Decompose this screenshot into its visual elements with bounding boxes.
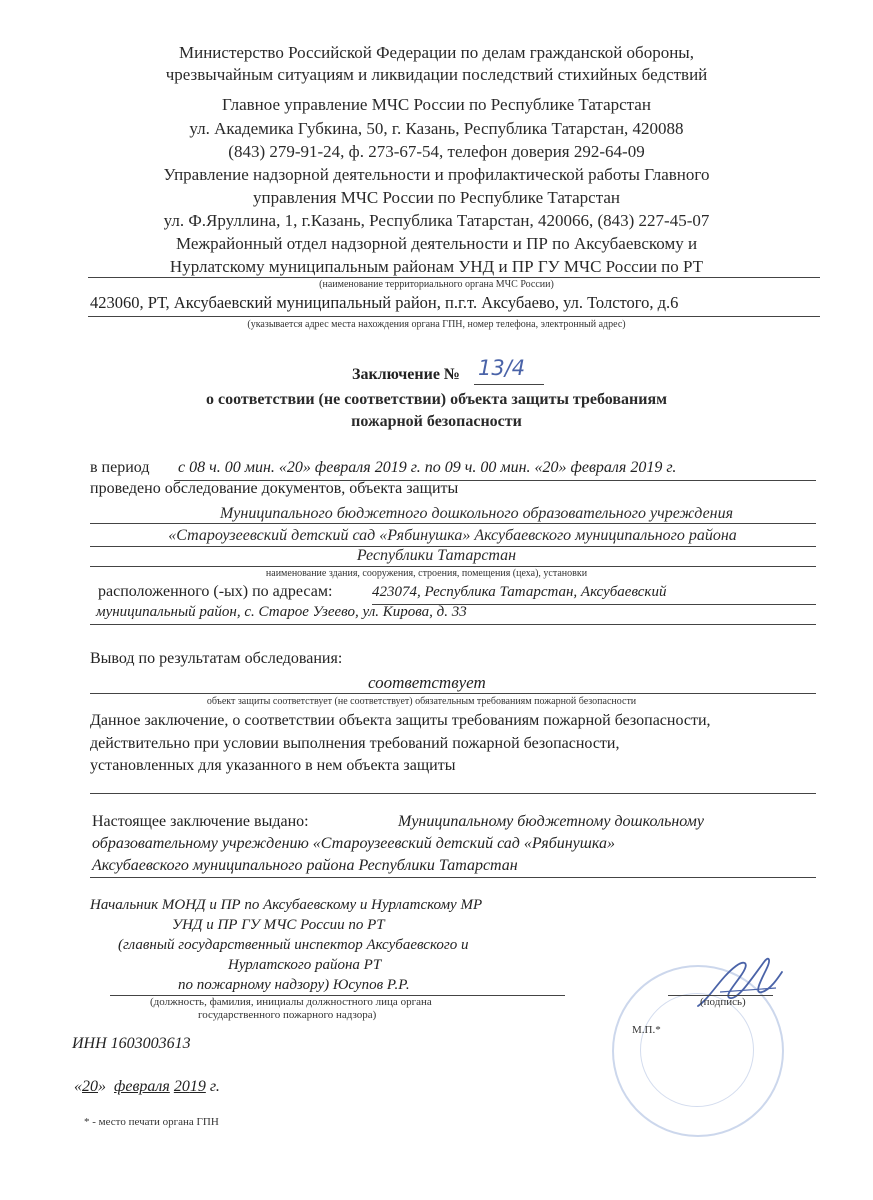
conclusion-text-line-2: действительно при условии выполнения требований пожарной безопасности, xyxy=(90,735,620,752)
issued-rule xyxy=(90,877,816,878)
ministry-line-2: чрезвычайным ситуациям и ликвидации последствий стихийных бедствий xyxy=(165,65,708,84)
address-line-2: муниципальный район, с. Старое Узеево, ул. Кирова, д. 33 xyxy=(96,604,467,620)
conclusion-caption: объект защиты соответствует (не соответствует) обязательным требованиям пожарной безопасности xyxy=(206,696,637,707)
issued-line-2: образовательному учреждению «Староузеевский детский сад «Рябинушка» xyxy=(92,835,615,852)
office-address-rule xyxy=(88,316,820,317)
signature-caption: (подпись) xyxy=(700,996,746,1008)
number-rule xyxy=(474,384,544,385)
gu-address: ул. Академика Губкина, 50, г. Казань, Республика Татарстан, 420088 xyxy=(189,119,684,138)
address-line-1: 423074, Республика Татарстан, Аксубаевский xyxy=(372,584,667,600)
period-prefix: в период xyxy=(90,459,150,476)
issue-date xyxy=(74,1078,220,1096)
period-value: с 08 ч. 00 мин. «20» февраля 2019 г. по 09 ч. 00 мин. «20» февраля 2019 г. xyxy=(178,459,677,476)
date-day: 20 xyxy=(82,1078,98,1095)
signatory-line-1: Начальник МОНД и ПР по Аксубаевскому и Нурлатскому МР xyxy=(90,897,483,913)
conclusion-title-line-2: о соответствии (не соответствии) объекта защиты требованиям xyxy=(205,391,668,408)
signatory-line-5: по пожарному надзору) Юсупов Р.Р. xyxy=(178,977,410,993)
conclusion-value: соответствует xyxy=(368,673,486,692)
issued-line-1: Муниципальному бюджетному дошкольному xyxy=(398,813,704,830)
date-year-prefix: 20 xyxy=(173,1078,190,1095)
gu-name: Главное управление МЧС России по Республике Татарстан xyxy=(222,95,651,114)
object-line-3: Республики Татарстан xyxy=(356,547,517,564)
date-year-suffix: 19 xyxy=(189,1078,206,1095)
signatory-caption-1: (должность, фамилия, инициалы должностного лица органа xyxy=(150,996,432,1008)
date-year-end: г. xyxy=(209,1078,220,1095)
address-label: расположенного (-ых) по адресам: xyxy=(98,583,333,600)
object-line-1: Муниципального бюджетного дошкольного образовательного учреждения xyxy=(219,505,734,522)
conclusion-rule xyxy=(90,693,816,694)
office-line-2: Нурлатскому муниципальным районам УНД и ПР ГУ МЧС России по РТ xyxy=(169,257,704,276)
address-rule-2 xyxy=(90,624,816,625)
conclusion-label: Вывод по результатам обследования: xyxy=(90,650,343,667)
office-line-1: Межрайонный отдел надзорной деятельности и ПР по Аксубаевскому и xyxy=(175,234,698,253)
office-caption: (наименование территориального органа МЧС России) xyxy=(319,279,554,290)
dept-line-2: управления МЧС России по Республике Татарстан xyxy=(253,188,620,207)
inn: ИНН 1603003613 xyxy=(72,1035,191,1052)
object-line-2: «Староузеевский детский сад «Рябинушка» Аксубаевского муниципального района xyxy=(168,527,737,544)
dept-line-1: Управление надзорной деятельности и профилактической работы Главного xyxy=(163,165,710,184)
office-address-caption: (указывается адрес места нахождения органа ГПН, номер телефона, электронный адрес) xyxy=(247,319,626,330)
object-rule-1 xyxy=(90,523,816,524)
conclusion-text-line-1: Данное заключение, о соответствии объекта защиты требованиям пожарной безопасности, xyxy=(90,712,711,729)
object-caption: наименование здания, сооружения, строения, помещения (цеха), установки xyxy=(265,568,588,579)
conclusion-title-label: Заключение № xyxy=(352,366,460,383)
date-month: февраля xyxy=(114,1078,170,1095)
dept-address: ул. Ф.Яруллина, 1, г.Казань, Республика Татарстан, 420066, (843) 227-45-07 xyxy=(163,211,710,230)
date-close-quote: » xyxy=(98,1078,106,1095)
gu-phones: (843) 279-91-24, ф. 273-67-54, телефон доверия 292-64-09 xyxy=(228,142,645,161)
issued-label: Настоящее заключение выдано: xyxy=(92,813,309,830)
stamp-place-label: М.П.* xyxy=(632,1024,661,1036)
signatory-line-3: (главный государственный инспектор Аксубаевского и xyxy=(118,937,469,953)
period-followup: проведено обследование документов, объекта защиты xyxy=(90,480,459,497)
signatory-caption-2: государственного пожарного надзора) xyxy=(198,1009,377,1021)
ministry-line-1: Министерство Российской Федерации по делам гражданской обороны, xyxy=(179,43,694,62)
date-open-quote: « xyxy=(74,1078,82,1095)
conclusion-text-rule xyxy=(90,793,816,794)
office-address: 423060, РТ, Аксубаевский муниципальный район, п.г.т. Аксубаево, ул. Толстого, д.6 xyxy=(90,293,679,312)
conclusion-number: 13/4 xyxy=(478,356,526,380)
footnote: * - место печати органа ГПН xyxy=(84,1116,219,1128)
conclusion-title-line-3: пожарной безопасности xyxy=(351,413,522,430)
issued-line-3: Аксубаевского муниципального района Республики Татарстан xyxy=(92,857,518,874)
signatory-line-4: Нурлатского района РТ xyxy=(228,957,382,973)
signatory-line-2: УНД и ПР ГУ МЧС России по РТ xyxy=(172,917,385,933)
conclusion-text-line-3: установленных для указанного в нем объекта защиты xyxy=(90,757,456,774)
